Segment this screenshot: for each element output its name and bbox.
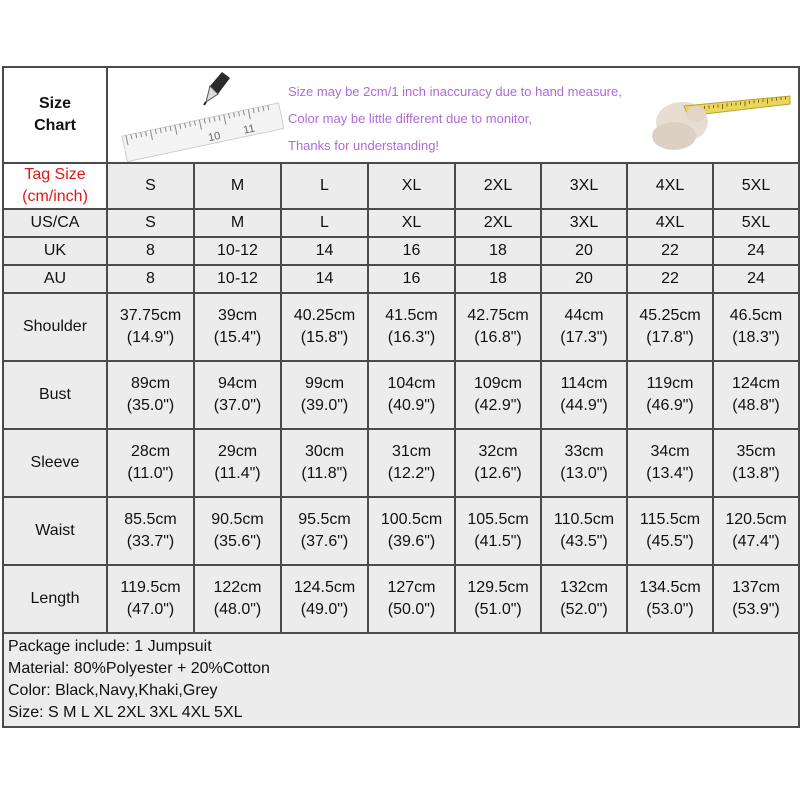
measurement-cell [194, 361, 281, 429]
tape-measure-icon [644, 76, 794, 156]
region-value: 18 [455, 265, 541, 293]
value-inch: (17.3") [560, 329, 608, 346]
value-cm: 89cm [130, 375, 171, 392]
value-cm: 32cm [478, 443, 518, 460]
value-cm: 34cm [650, 443, 690, 460]
size-header-2: M [194, 163, 281, 209]
value-cm: 33cm [564, 443, 604, 460]
measurement-notes [288, 78, 622, 159]
value-cm: 94cm [217, 375, 258, 392]
measurement-row [3, 429, 799, 497]
region-value: 14 [281, 265, 368, 293]
value-inch: (37.6") [300, 533, 349, 550]
region-value: L [281, 209, 368, 237]
region-value: XL [368, 209, 455, 237]
measurement-cell [194, 293, 281, 361]
measurement-cell [455, 565, 541, 633]
value-inch: (14.9") [126, 329, 175, 346]
value-inch: (43.5") [560, 533, 608, 550]
value-cm: 41.5cm [385, 307, 438, 324]
tag-size-row [3, 163, 799, 209]
region-value: 22 [627, 265, 713, 293]
value-cm: 85.5cm [124, 511, 177, 528]
value-cm: 37.75cm [119, 307, 182, 324]
product-info [3, 633, 799, 727]
measurement-cell [107, 429, 194, 497]
measurement-row [3, 497, 799, 565]
value-inch: (50.0") [387, 601, 436, 618]
size-header-6: 3XL [541, 163, 627, 209]
measurement-cell [627, 565, 713, 633]
measurement-row [3, 565, 799, 633]
measurement-label: Sleeve [3, 429, 107, 497]
region-value: 14 [281, 237, 368, 265]
measurement-cell [455, 361, 541, 429]
measurement-label: Shoulder [3, 293, 107, 361]
measurement-cell [107, 293, 194, 361]
value-cm: 39cm [217, 307, 258, 324]
ruler-icon [114, 68, 284, 162]
measurement-cell [713, 293, 799, 361]
region-value: 16 [368, 265, 455, 293]
note-color: Color may be little different due to monitor, [288, 111, 532, 126]
notes-banner [107, 67, 799, 163]
measurement-cell [627, 497, 713, 565]
measurement-cell [713, 429, 799, 497]
measurement-cell [455, 429, 541, 497]
size-header-1: S [107, 163, 194, 209]
region-value: 20 [541, 265, 627, 293]
value-inch: (51.0") [474, 601, 522, 618]
region-value: 10-12 [194, 237, 281, 265]
measurement-cell [455, 293, 541, 361]
value-inch: (16.8") [474, 329, 522, 346]
value-inch: (41.5") [474, 533, 522, 550]
measurement-cell [541, 293, 627, 361]
value-cm: 44cm [564, 307, 604, 324]
value-inch: (33.7") [126, 533, 175, 550]
region-value: 20 [541, 237, 627, 265]
region-value: S [107, 209, 194, 237]
value-inch: (16.3") [387, 329, 436, 346]
value-cm: 100.5cm [380, 511, 443, 528]
value-cm: 105.5cm [467, 511, 529, 528]
region-value: 8 [107, 237, 194, 265]
region-value: 5XL [713, 209, 799, 237]
region-value: 8 [107, 265, 194, 293]
measurement-cell [194, 429, 281, 497]
measurement-label: Length [3, 565, 107, 633]
value-inch: (45.5") [646, 533, 694, 550]
measurement-cell [713, 361, 799, 429]
value-inch: (39.6") [387, 533, 436, 550]
measurement-cell [107, 361, 194, 429]
value-inch: (42.9") [474, 397, 522, 414]
pen-icon [204, 72, 230, 105]
value-cm: 46.5cm [729, 307, 783, 324]
value-cm: 109cm [473, 375, 523, 392]
region-row [3, 237, 799, 265]
measurement-cell [541, 497, 627, 565]
value-cm: 120.5cm [725, 511, 787, 528]
value-cm: 42.75cm [467, 307, 529, 324]
region-value: 24 [713, 237, 799, 265]
value-inch: (44.9") [560, 397, 608, 414]
value-inch: (15.8") [300, 329, 349, 346]
info-material: Material: 80%Polyester + 20%Cotton [8, 660, 270, 677]
ruler-mark-11: 11 [242, 122, 256, 137]
value-cm: 45.25cm [639, 307, 701, 324]
value-inch: (46.9") [646, 397, 694, 414]
value-cm: 110.5cm [553, 511, 615, 528]
value-cm: 99cm [304, 375, 345, 392]
measurement-label: Waist [3, 497, 107, 565]
measurement-cell [281, 565, 368, 633]
value-cm: 104cm [387, 375, 436, 392]
measurement-row [3, 293, 799, 361]
value-cm: 114cm [560, 375, 608, 392]
measurement-cell [455, 497, 541, 565]
region-value: 24 [713, 265, 799, 293]
title-line-1: Size [38, 95, 71, 112]
measurement-cell [627, 293, 713, 361]
value-cm: 40.25cm [293, 307, 356, 324]
measurement-cell [541, 429, 627, 497]
ruler-mark-10: 10 [207, 129, 222, 145]
measurement-label: Bust [3, 361, 107, 429]
tag-size-line-1: Tag Size [24, 166, 86, 183]
value-inch: (11.0") [127, 465, 174, 482]
value-cm: 35cm [736, 443, 776, 460]
measurement-cell [713, 497, 799, 565]
tag-size-label [3, 163, 107, 209]
measurement-cell [541, 565, 627, 633]
value-inch: (49.0") [300, 601, 349, 618]
value-inch: (12.6") [474, 465, 522, 482]
size-header-7: 4XL [627, 163, 713, 209]
measurement-cell [541, 361, 627, 429]
info-row [3, 633, 799, 727]
measurement-cell [713, 565, 799, 633]
value-inch: (12.2") [387, 465, 436, 482]
region-value: 3XL [541, 209, 627, 237]
info-package: Package include: 1 Jumpsuit [8, 638, 212, 655]
size-header-3: L [281, 163, 368, 209]
measurement-cell [368, 565, 455, 633]
region-row [3, 265, 799, 293]
info-size: Size: S M L XL 2XL 3XL 4XL 5XL [8, 704, 243, 721]
measurement-cell [194, 565, 281, 633]
region-label: US/CA [3, 209, 107, 237]
region-value: 18 [455, 237, 541, 265]
value-inch: (53.0") [646, 601, 694, 618]
measurement-row [3, 361, 799, 429]
region-value: 10-12 [194, 265, 281, 293]
value-cm: 132cm [559, 579, 609, 596]
size-header-8: 5XL [713, 163, 799, 209]
value-cm: 119cm [646, 375, 694, 392]
value-cm: 122cm [213, 579, 262, 596]
size-chart [2, 66, 798, 728]
measurement-cell [368, 293, 455, 361]
measurement-cell [627, 429, 713, 497]
value-cm: 124.5cm [293, 579, 356, 596]
info-color: Color: Black,Navy,Khaki,Grey [8, 682, 218, 699]
size-header-4: XL [368, 163, 455, 209]
value-inch: (11.8") [301, 465, 348, 482]
value-inch: (35.6") [213, 533, 262, 550]
value-inch: (18.3") [732, 329, 780, 346]
value-inch: (47.4") [732, 533, 780, 550]
value-inch: (48.0") [213, 601, 262, 618]
region-row [3, 209, 799, 237]
value-inch: (52.0") [560, 601, 608, 618]
value-cm: 115.5cm [639, 511, 701, 528]
measurement-cell [368, 497, 455, 565]
measurement-cell [281, 361, 368, 429]
value-inch: (13.0") [560, 465, 608, 482]
region-label: UK [3, 237, 107, 265]
value-inch: (53.9") [732, 601, 780, 618]
value-cm: 124cm [731, 375, 781, 392]
value-inch: (17.8") [646, 329, 694, 346]
region-value: 4XL [627, 209, 713, 237]
value-cm: 95.5cm [298, 511, 351, 528]
value-cm: 29cm [217, 443, 258, 460]
value-inch: (13.4") [646, 465, 694, 482]
note-inaccuracy: Size may be 2cm/1 inch inaccuracy due to hand measure, [288, 84, 622, 99]
measurement-cell [107, 565, 194, 633]
region-value: 16 [368, 237, 455, 265]
measurement-cell [627, 361, 713, 429]
size-header-5: 2XL [455, 163, 541, 209]
tag-size-line-2: (cm/inch) [22, 188, 88, 205]
value-cm: 134.5cm [639, 579, 701, 596]
chart-title [3, 67, 107, 163]
value-inch: (15.4") [213, 329, 262, 346]
value-inch: (13.8") [732, 465, 780, 482]
measurement-cell [281, 497, 368, 565]
header-row [3, 67, 799, 163]
measurement-cell [107, 497, 194, 565]
value-inch: (47.0") [126, 601, 175, 618]
value-cm: 129.5cm [467, 579, 529, 596]
region-label: AU [3, 265, 107, 293]
value-cm: 119.5cm [120, 579, 181, 596]
value-inch: (37.0") [213, 397, 262, 414]
value-cm: 137cm [731, 579, 781, 596]
value-inch: (40.9") [387, 397, 436, 414]
value-inch: (48.8") [732, 397, 780, 414]
value-cm: 127cm [387, 579, 436, 596]
value-inch: (35.0") [126, 397, 175, 414]
value-cm: 90.5cm [211, 511, 264, 528]
title-line-2: Chart [34, 117, 76, 134]
size-chart-table [2, 66, 800, 728]
region-value: 22 [627, 237, 713, 265]
region-value: 2XL [455, 209, 541, 237]
value-cm: 30cm [304, 443, 345, 460]
measurement-cell [368, 361, 455, 429]
note-thanks: Thanks for understanding! [288, 138, 440, 153]
measurement-cell [368, 429, 455, 497]
measurement-cell [281, 293, 368, 361]
value-cm: 31cm [391, 443, 432, 460]
value-cm: 28cm [130, 443, 171, 460]
measurement-cell [194, 497, 281, 565]
measurement-cell [281, 429, 368, 497]
region-value: M [194, 209, 281, 237]
value-inch: (11.4") [214, 465, 261, 482]
value-inch: (39.0") [300, 397, 349, 414]
